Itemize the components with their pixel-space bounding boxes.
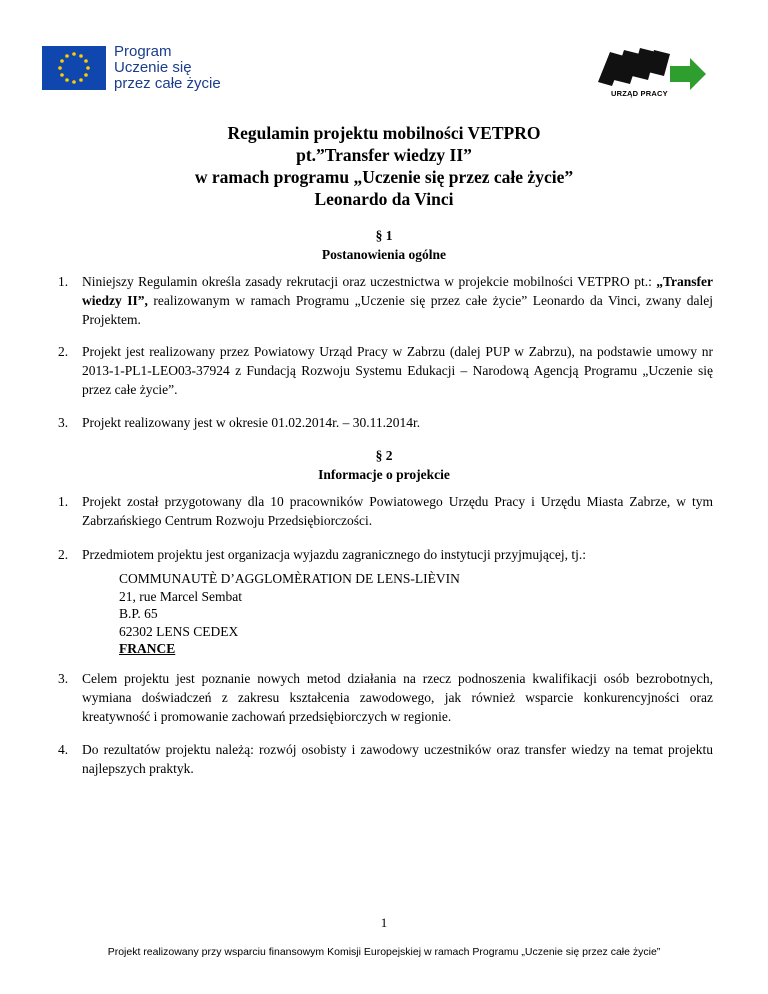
item-text: Projekt realizowany jest w okresie 01.02.2014r. – 30.11.2014r. bbox=[82, 415, 421, 430]
address-line-2: 21, rue Marcel Sembat bbox=[119, 588, 242, 604]
item-text: Projekt został przygotowany dla 10 pracowników Powiatowego Urzędu Pracy i Urzędu Miasta Zabrze, w tym Zabrzańskiego Centrum Rozwoju Przedsiębiorczości. bbox=[82, 494, 713, 528]
eu-program-line-2: Uczenie się bbox=[114, 59, 192, 76]
document-title bbox=[0, 122, 768, 210]
title-line-3: w ramach programu „Uczenie się przez całe życie” bbox=[194, 167, 574, 187]
section-1-item-1 bbox=[58, 272, 713, 329]
title-line-1: Regulamin projektu mobilności VETPRO bbox=[227, 123, 541, 143]
item-number: 1. bbox=[58, 494, 69, 509]
item-number: 3. bbox=[58, 671, 69, 686]
item-number: 2. bbox=[58, 344, 69, 359]
page-number: 1 bbox=[380, 915, 388, 930]
address-line-4: 62302 LENS CEDEX bbox=[119, 623, 239, 639]
eu-program-logo bbox=[42, 44, 221, 92]
item-number: 1. bbox=[58, 274, 69, 289]
item-number: 3. bbox=[58, 415, 69, 430]
item-text: Niniejszy Regulamin określa zasady rekrutacji oraz uczestnictwa w projekcie mobilności VETPRO pt.: bbox=[82, 274, 657, 289]
section-2-number: § 2 bbox=[375, 448, 393, 463]
item-number: 4. bbox=[58, 742, 69, 757]
section-2-item-1 bbox=[58, 492, 713, 530]
urzad-pracy-caption: URZĄD PRACY bbox=[611, 89, 668, 98]
section-1-item-2 bbox=[58, 342, 713, 399]
section-1-heading bbox=[0, 226, 768, 264]
section-2-item-2 bbox=[58, 545, 713, 564]
eu-program-line-3: przez całe życie bbox=[114, 75, 221, 92]
host-institution-address bbox=[119, 570, 460, 658]
section-1-number: § 1 bbox=[375, 228, 393, 243]
section-2-item-4 bbox=[58, 740, 713, 778]
item-text: realizowanym w ramach Programu „Uczenie się przez całe życie” Leonardo da Vinci, zwany dalej Projektem. bbox=[82, 293, 713, 327]
eu-program-wordmark bbox=[114, 44, 221, 92]
eu-flag-icon bbox=[42, 46, 106, 90]
address-country: FRANCE bbox=[119, 641, 176, 656]
page-footer: Projekt realizowany przy wsparciu finansowym Komisji Europejskiej w ramach Programu „Uczenie się przez całe życie” bbox=[107, 946, 661, 958]
address-line-3: B.P. 65 bbox=[119, 606, 158, 621]
section-2-heading bbox=[0, 446, 768, 484]
header-logos bbox=[0, 0, 768, 118]
section-2-item-3 bbox=[58, 669, 713, 726]
item-text-bold: „Transfer wiedzy II”, bbox=[82, 274, 713, 308]
address-line-1: COMMUNAUTÈ D’AGGLOMÈRATION DE LENS-LIÈVIN bbox=[119, 571, 460, 586]
section-2-title: Informacje o projekcie bbox=[318, 467, 450, 482]
section-1-item-3 bbox=[58, 413, 713, 432]
item-text: Przedmiotem projektu jest organizacja wyjazdu zagranicznego do instytucji przyjmującej, tj.: bbox=[82, 547, 586, 562]
item-text: Celem projektu jest poznanie nowych metod działania na rzecz podnoszenia kwalifikacji osób bezrobotnych, wymiana doświadczeń z zakresu kształcenia zawodowego, jak również wsparcie konkurencyjności oraz kreatywność i promowanie zachowań przedsiębiorczych w regionie. bbox=[82, 671, 713, 724]
section-1-title: Postanowienia ogólne bbox=[321, 247, 447, 262]
item-number: 2. bbox=[58, 547, 69, 562]
title-line-4: Leonardo da Vinci bbox=[314, 189, 454, 209]
title-line-2: pt.”Transfer wiedzy II” bbox=[296, 145, 472, 165]
urzad-pracy-logo-icon bbox=[594, 44, 710, 108]
item-text: Projekt jest realizowany przez Powiatowy Urząd Pracy w Zabrzu (dalej PUP w Zabrzu), na podstawie umowy nr 2013-1-PL1-LEO03-37924 z Fundacją Rozwoju Systemu Edukacji – Narodową Agencją Programu „Uczenie się przez całe życie”. bbox=[82, 344, 713, 397]
item-text: Do rezultatów projektu należą: rozwój osobisty i zawodowy uczestników oraz transfer wiedzy na temat projektu najlepszych praktyk. bbox=[82, 742, 713, 776]
eu-program-line-1: Program bbox=[114, 43, 172, 60]
